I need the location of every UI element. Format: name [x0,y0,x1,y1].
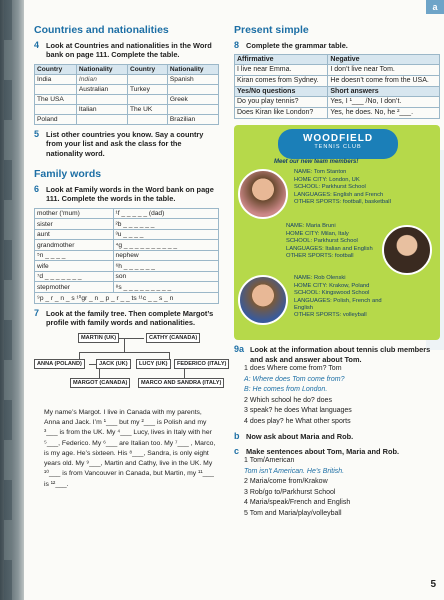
club-header: WOODFIELD TENNIS CLUB [278,129,398,159]
exercise-5: 5 List other countries you know. Say a country from your list and ask the class for the nationality word. [34,128,204,158]
nationality-table: Country Nationality Country Nationality India Indian Spanish Australian Turkey The USA Greek Italian The UK Poland Brazilian [34,64,219,125]
member-maria: NAME: Maria Bruni HOME CITY: Milan, Italy SCHOOL: Parkhurst School LANGUAGES: Italian and English OTHER SPORTS: football [286,223,373,260]
answer-1b: B: He comes from London. [244,386,328,394]
exercise-9a: 9a Look at the information about tennis club members and ask and answer about Tom. [234,344,431,364]
left-column [34,0,227,490]
tree-federico: FEDERICO (ITALY) [174,359,229,369]
page-number: 5 [430,579,436,590]
question-1: 1 does Where come from? Tom [244,365,342,373]
family-table: mother (‘mum) ¹f _ _ _ _ _ (dad) sister ²b _ _ _ _ _ _ aunt ³u _ _ _ _ grandmother ⁴g _ _ _ _ _ _ _ _ _ _ ⁵n _ _ _ _ nephew wife ⁶h _ _ _ _ _ _ ⁷d _ _ _ _ _ _ _ son stepmother ⁸s _ _ _ _ _ _ _ _ _ ⁹p _ r _ n _ s ¹⁰gr _ n _ p _ r _ _ ts ¹¹c _ _ s _ n [34,208,219,304]
exercise-9c: c Make sentences about Tom, Maria and Rob. [234,445,400,456]
tree-cathy: CATHY (CANADA) [146,333,200,343]
member-rob: NAME: Rob Olenski HOME CITY: Krakow, Poland SCHOOL: Kingswood School LANGUAGES: Polish, French and English OTHER SPORTS: volleyball [294,275,382,319]
heading-family: Family words [34,168,102,181]
right-column [234,0,440,519]
exercise-6: 6 Look at Family words in the Word bank on page 111. Complete the words in the table. [34,184,214,204]
exercise-7: 7 Look at the family tree. Then complete Margot’s profile with family words and nationalities. [34,307,214,328]
family-tree [34,332,227,402]
corner-tab: a [426,0,444,14]
tree-anna: ANNA (POLAND) [34,359,85,369]
margot-profile: My name’s Margot. I live in Canada with my parents, Anna and Jack. I’m ¹___ but my ²___ is Polish and my ³___ is from the UK. My ⁴___ Lucy, lives in Italy with her ⁵___, Federico. My ⁶___ are Italian too. My ⁷___ , Marco, is my age. He’s sixteen. His ⁸___, Sandra, is only eight years old. My ⁹___, Martin and Cathy, live in the UK. My ¹⁰___ is from Vancouver in Canada, but Martin, my ¹¹___ is ¹²___. [44,408,216,488]
answer-1a: A: Where does Tom come from? [244,375,345,383]
heading-countries: Countries and nationalities [34,24,169,36]
tree-lucy: LUCY (UK) [136,359,171,369]
exercise-4: 4 Look at Countries and nationalities in the Word bank on page 111. Complete the table. [34,40,212,60]
question-4: 4 does play? he What other sports [244,417,351,425]
sentence-2: 2 Maria/come from/Krakow [244,478,328,486]
tree-marco-sandra: MARCO AND SANDRA (ITALY) [138,378,224,388]
photo-rob [238,275,288,325]
member-tom: NAME: Tom Stanton HOME CITY: London, UK SCHOOL: Parkhurst School LANGUAGES: English and French OTHER SPORTS: football, basketball [294,169,391,206]
grammar-table: Affirmative Negative I live near Emma. I don’t live near Tom. Kiran comes from Sydney. He doesn’t come from the USA. Yes/No questions Short answers Do you play tennis? Yes, I ¹___ /No, I don’t. Does Kiran like London? Yes, he does. No, he ²___. [234,54,440,119]
sentence-1: 1 Tom/American [244,457,295,465]
tree-margot: MARGOT (CANADA) [70,378,130,388]
sentence-1-answer: Tom isn’t American. He’s British. [244,467,345,475]
exercise-9b: b Now ask about Maria and Rob. [234,431,354,442]
tree-jack: JACK (UK) [96,359,131,369]
book-spine [0,0,26,600]
question-3: 3 speak? he does What languages [244,407,352,415]
photo-tom [238,169,288,219]
photo-maria [382,225,432,275]
sentence-4: 4 Maria/speak/French and English [244,499,351,507]
tree-martin: MARTIN (UK) [78,333,119,343]
exercise-8: 8 Complete the grammar table. [234,40,348,50]
question-2: 2 Which school he do? does [244,396,332,404]
sentence-3: 3 Rob/go to/Parkhurst School [244,488,336,496]
tennis-club-panel: WOODFIELD TENNIS CLUB Meet our new team members! NAME: Tom Stanton HOME CITY: London, UK SCHOOL: Parkhurst School LANGUAGES: English and French OTHER SPORTS: football, basketball NAME: Maria Bruni HOME CITY: Milan, Italy SCHOOL: Parkhurst School LANGUAGES: Italian and English OTHER SPORTS: football NAME: Rob Olenski HOME CITY: Krakow, Poland SCHOOL: Kingswood School LANGUAGES: Polish, French and English OTHER SPORTS: volleyball [234,125,440,340]
sentence-5: 5 Tom and Maria/play/volleyball [244,509,342,517]
heading-present-simple: Present simple [234,24,309,36]
textbook-page [24,0,444,600]
